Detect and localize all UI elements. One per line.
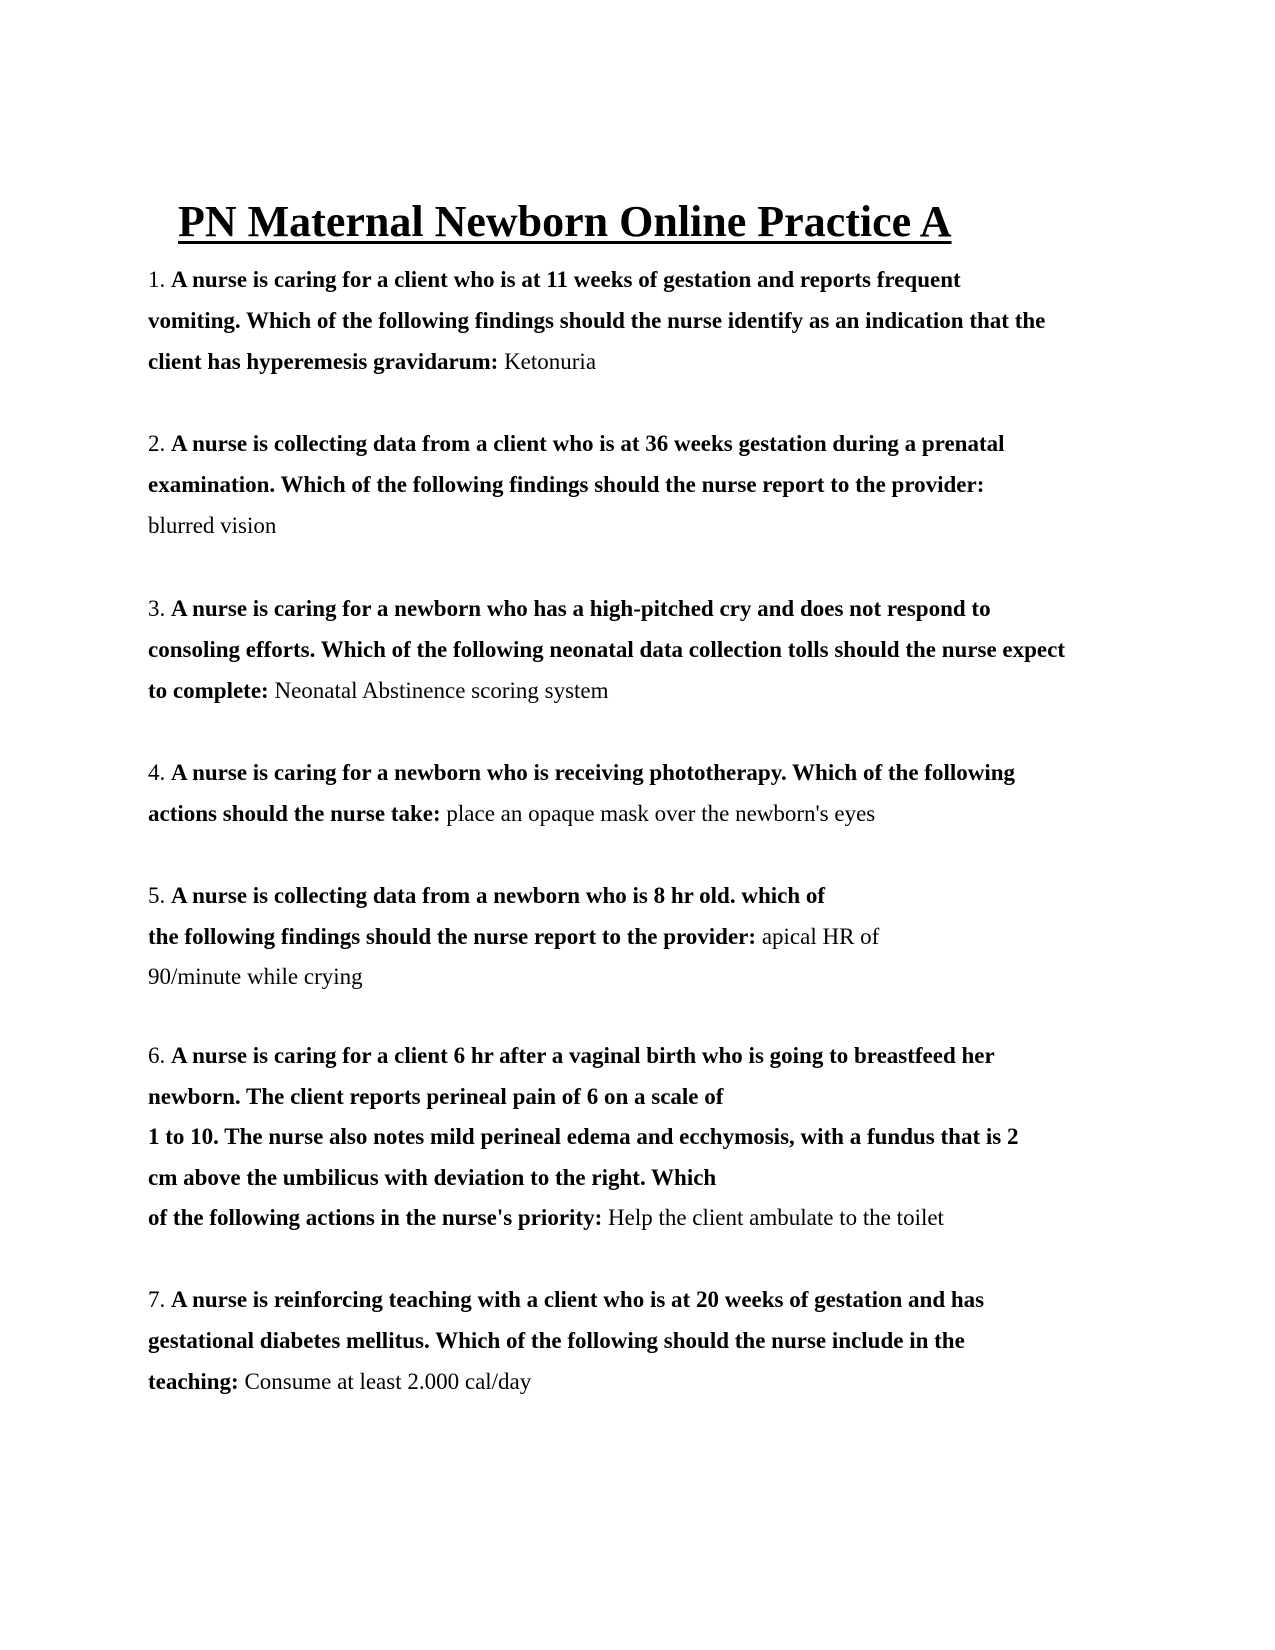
- question-stem: the following findings should the nurse report to the provider:: [148, 923, 757, 949]
- question-4: [148, 752, 1123, 834]
- question-line: [148, 1198, 1123, 1239]
- page-title: PN Maternal Newborn Online Practice A: [178, 197, 952, 246]
- question-stem: cm above the umbilicus with deviation to the right. Which: [148, 1164, 717, 1190]
- question-number: 7.: [148, 1287, 166, 1312]
- question-stem: teaching:: [148, 1369, 239, 1394]
- answer-text: Ketonuria: [504, 349, 597, 374]
- question-stem: A nurse is caring for a newborn who has a high-pitched cry and does not respond to: [171, 596, 991, 621]
- answer-text: Consume at least 2.000 cal/day: [244, 1369, 532, 1394]
- answer-text: apical HR of: [761, 923, 880, 949]
- question-stem: A nurse is reinforcing teaching with a client who is at 20 weeks of gestation and has: [171, 1287, 985, 1312]
- answer-text: blurred vision: [148, 513, 277, 538]
- question-stem: vomiting. Which of the following findings should the nurse identify as an indication that the: [148, 308, 1046, 333]
- question-5: [148, 876, 1123, 998]
- question-stem: actions should the nurse take:: [148, 801, 441, 826]
- question-number: 3.: [148, 596, 166, 621]
- question-stem: examination. Which of the following findings should the nurse report to the provider:: [148, 472, 985, 497]
- question-line: [148, 917, 1123, 958]
- question-line: [148, 588, 1123, 629]
- question-6: [148, 1036, 1123, 1239]
- question-stem: to complete:: [148, 678, 269, 703]
- question-7: [148, 1279, 1123, 1402]
- question-number: 2.: [148, 431, 166, 456]
- question-3: [148, 588, 1123, 711]
- answer-text: place an opaque mask over the newborn's eyes: [446, 801, 876, 826]
- question-1: [148, 259, 1123, 382]
- question-line: [148, 259, 1123, 300]
- question-line: [148, 670, 1123, 711]
- question-number: 1.: [148, 267, 166, 292]
- question-stem: 1 to 10. The nurse also notes mild perineal edema and ecchymosis, with a fundus that is 2: [148, 1124, 1019, 1149]
- question-stem: of the following actions in the nurse's priority:: [148, 1205, 603, 1230]
- question-line: [148, 752, 1123, 793]
- question-line: [148, 793, 1123, 834]
- question-stem: A nurse is caring for a newborn who is receiving phototherapy. Which of the following: [171, 760, 1016, 785]
- question-stem: client has hyperemesis gravidarum:: [148, 349, 499, 374]
- question-stem: A nurse is caring for a client who is at 11 weeks of gestation and reports frequent: [171, 267, 961, 292]
- question-number: 6.: [148, 1043, 166, 1068]
- question-number: 5.: [148, 883, 166, 908]
- question-stem: newborn. The client reports perineal pain of 6 on a scale of: [148, 1083, 724, 1109]
- question-number: 4.: [148, 760, 166, 785]
- answer-text: Help the client ambulate to the toilet: [608, 1205, 944, 1230]
- question-line: [148, 876, 1123, 917]
- question-line: [148, 1279, 1123, 1320]
- question-stem: A nurse is collecting data from a newborn who is 8 hr old. which of: [171, 883, 826, 908]
- answer-text: 90/minute while crying: [148, 964, 363, 989]
- question-stem: A nurse is caring for a client 6 hr after a vaginal birth who is going to breastfeed her: [171, 1043, 995, 1068]
- question-line: [148, 423, 1123, 464]
- question-line: [148, 341, 1123, 382]
- question-stem: gestational diabetes mellitus. Which of the following should the nurse include in the: [148, 1328, 965, 1353]
- question-stem: A nurse is collecting data from a client who is at 36 weeks gestation during a prenatal: [171, 431, 1005, 456]
- question-line: [148, 1361, 1123, 1402]
- question-line: [148, 1036, 1123, 1077]
- question-stem: consoling efforts. Which of the following neonatal data collection tolls should the nurse expect: [148, 637, 1066, 662]
- question-2: [148, 423, 1123, 546]
- answer-text: Neonatal Abstinence scoring system: [274, 678, 609, 703]
